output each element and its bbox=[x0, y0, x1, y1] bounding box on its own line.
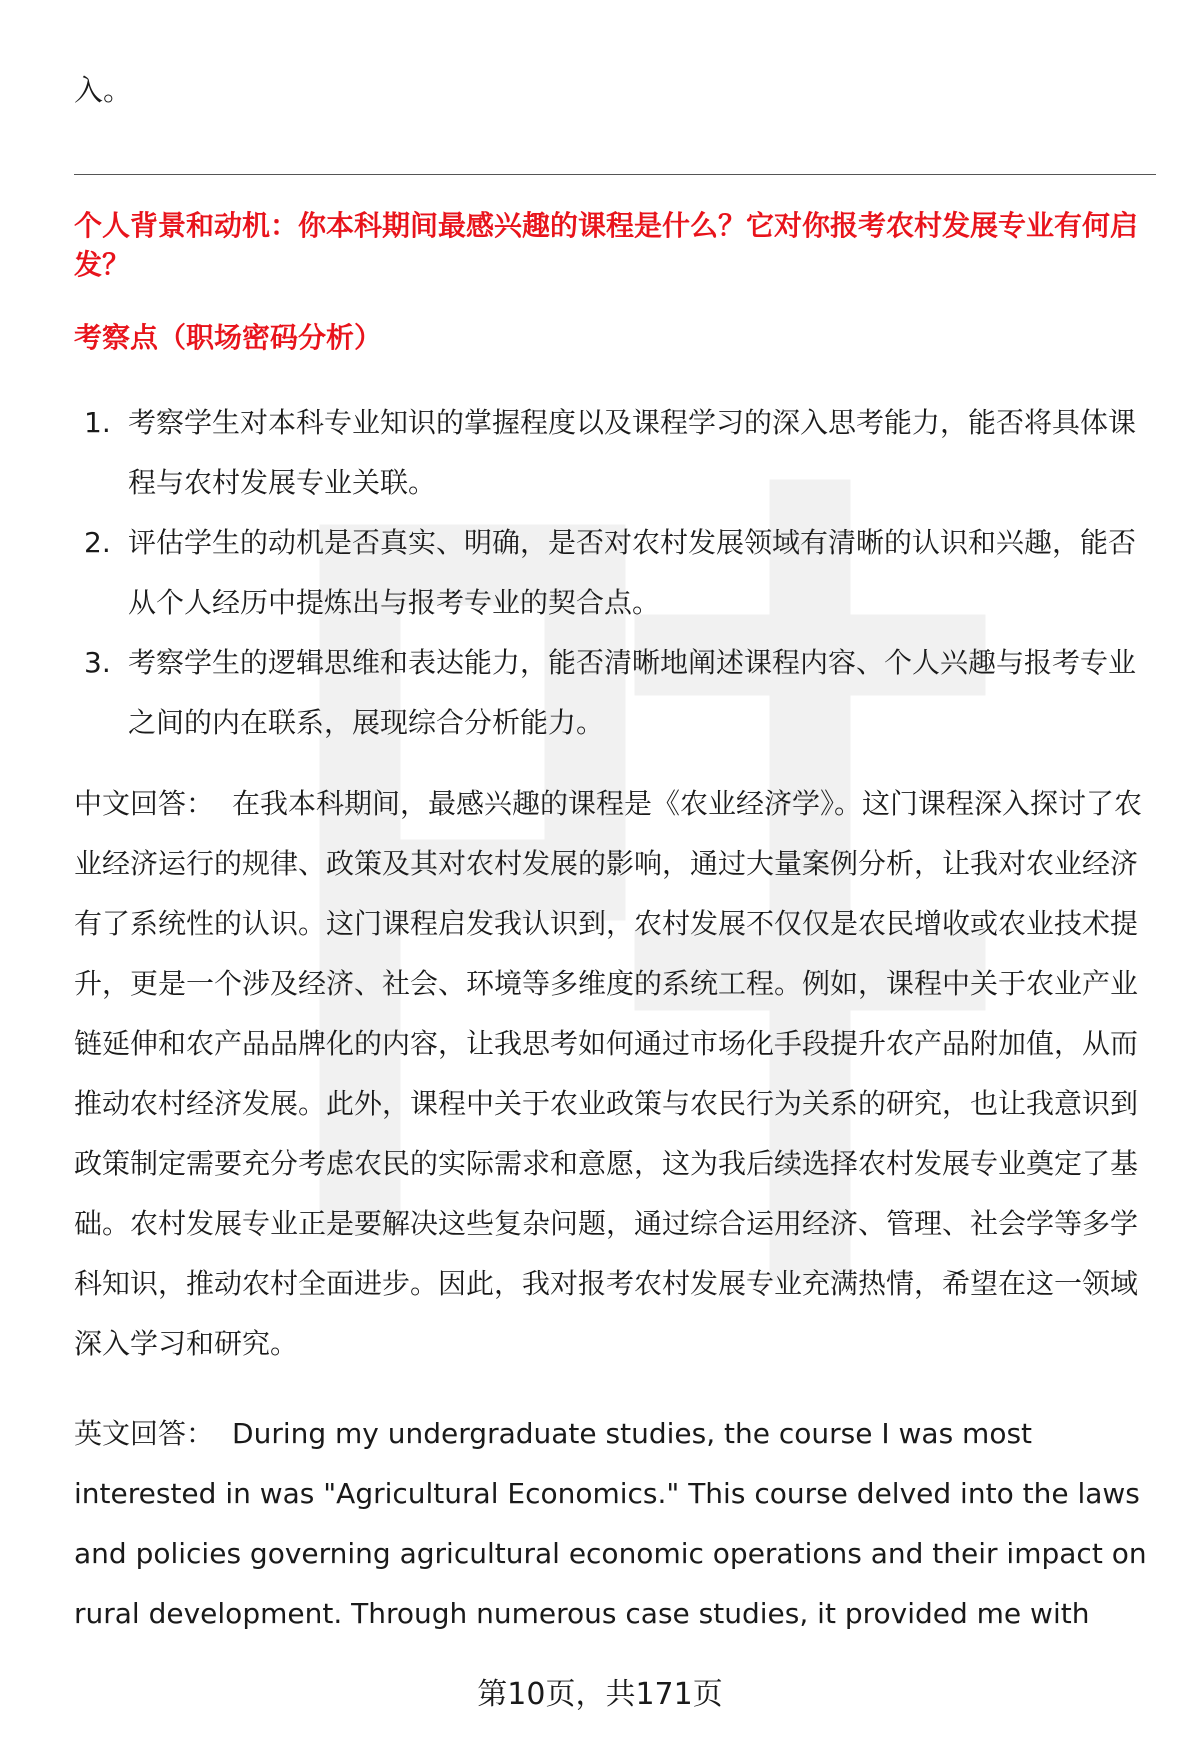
page-footer: 第10页，共171页 bbox=[477, 1677, 723, 1712]
english-answer-text: During my undergraduate studies, the course I was most interested in was "Agricultural Economics." This course delved into the laws and policies governing agricultural economic operations and their impact on rural development. Through numerous case studies, it provided me with bbox=[74, 1417, 1147, 1630]
section-divider bbox=[74, 174, 1156, 175]
assessment-point bbox=[74, 513, 1156, 633]
continuation-text: 入。 bbox=[74, 73, 133, 107]
assessment-heading: 考察点（职场密码分析） bbox=[74, 321, 383, 354]
assessment-point-number: 1. bbox=[84, 406, 111, 439]
assessment-point bbox=[74, 633, 1156, 753]
english-answer-paragraph bbox=[74, 1404, 1156, 1644]
chinese-answer-text: 在我本科期间，最感兴趣的课程是《农业经济学》。这门课程深入探讨了农业经济运行的规律、政策及其对农村发展的影响，通过大量案例分析，让我对农业经济有了系统性的认识。这门课程启发我认识到，农村发展不仅仅是农民增收或农业技术提升，更是一个涉及经济、社会、环境等多维度的系统工程。例如，课程中关于农业产业链延伸和农产品品牌化的内容，让我思考如何通过市场化手段提升农产品附加值，从而推动农村经济发展。此外，课程中关于农业政策与农民行为关系的研究，也让我意识到政策制定需要充分考虑农民的实际需求和意愿，这为我后续选择农村发展专业奠定了基础。农村发展专业正是要解决这些复杂问题，通过综合运用经济、管理、社会学等多学科知识，推动农村全面进步。因此，我对报考农村发展专业充满热情，希望在这一领域深入学习和研究。 bbox=[74, 787, 1143, 1360]
assessment-point-text: 考察学生对本科专业知识的掌握程度以及课程学习的深入思考能力，能否将具体课程与农村发展专业关联。 bbox=[128, 406, 1137, 499]
question-heading: 个人背景和动机：你本科期间最感兴趣的课程是什么？它对你报考农村发展专业有何启发？ bbox=[74, 209, 1139, 281]
english-answer-label: 英文回答： bbox=[74, 1417, 215, 1450]
assessment-point-text: 评估学生的动机是否真实、明确，是否对农村发展领域有清晰的认识和兴趣，能否从个人经历中提炼出与报考专业的契合点。 bbox=[128, 526, 1137, 619]
assessment-points-list bbox=[74, 393, 1156, 753]
assessment-point-text: 考察学生的逻辑思维和表达能力，能否清晰地阐述课程内容、个人兴趣与报考专业之间的内在联系，展现综合分析能力。 bbox=[128, 646, 1137, 739]
chinese-answer-paragraph bbox=[74, 774, 1156, 1374]
assessment-point bbox=[74, 393, 1156, 513]
assessment-point-number: 2. bbox=[84, 526, 111, 559]
chinese-answer-label: 中文回答： bbox=[74, 787, 215, 820]
assessment-point-number: 3. bbox=[84, 646, 111, 679]
